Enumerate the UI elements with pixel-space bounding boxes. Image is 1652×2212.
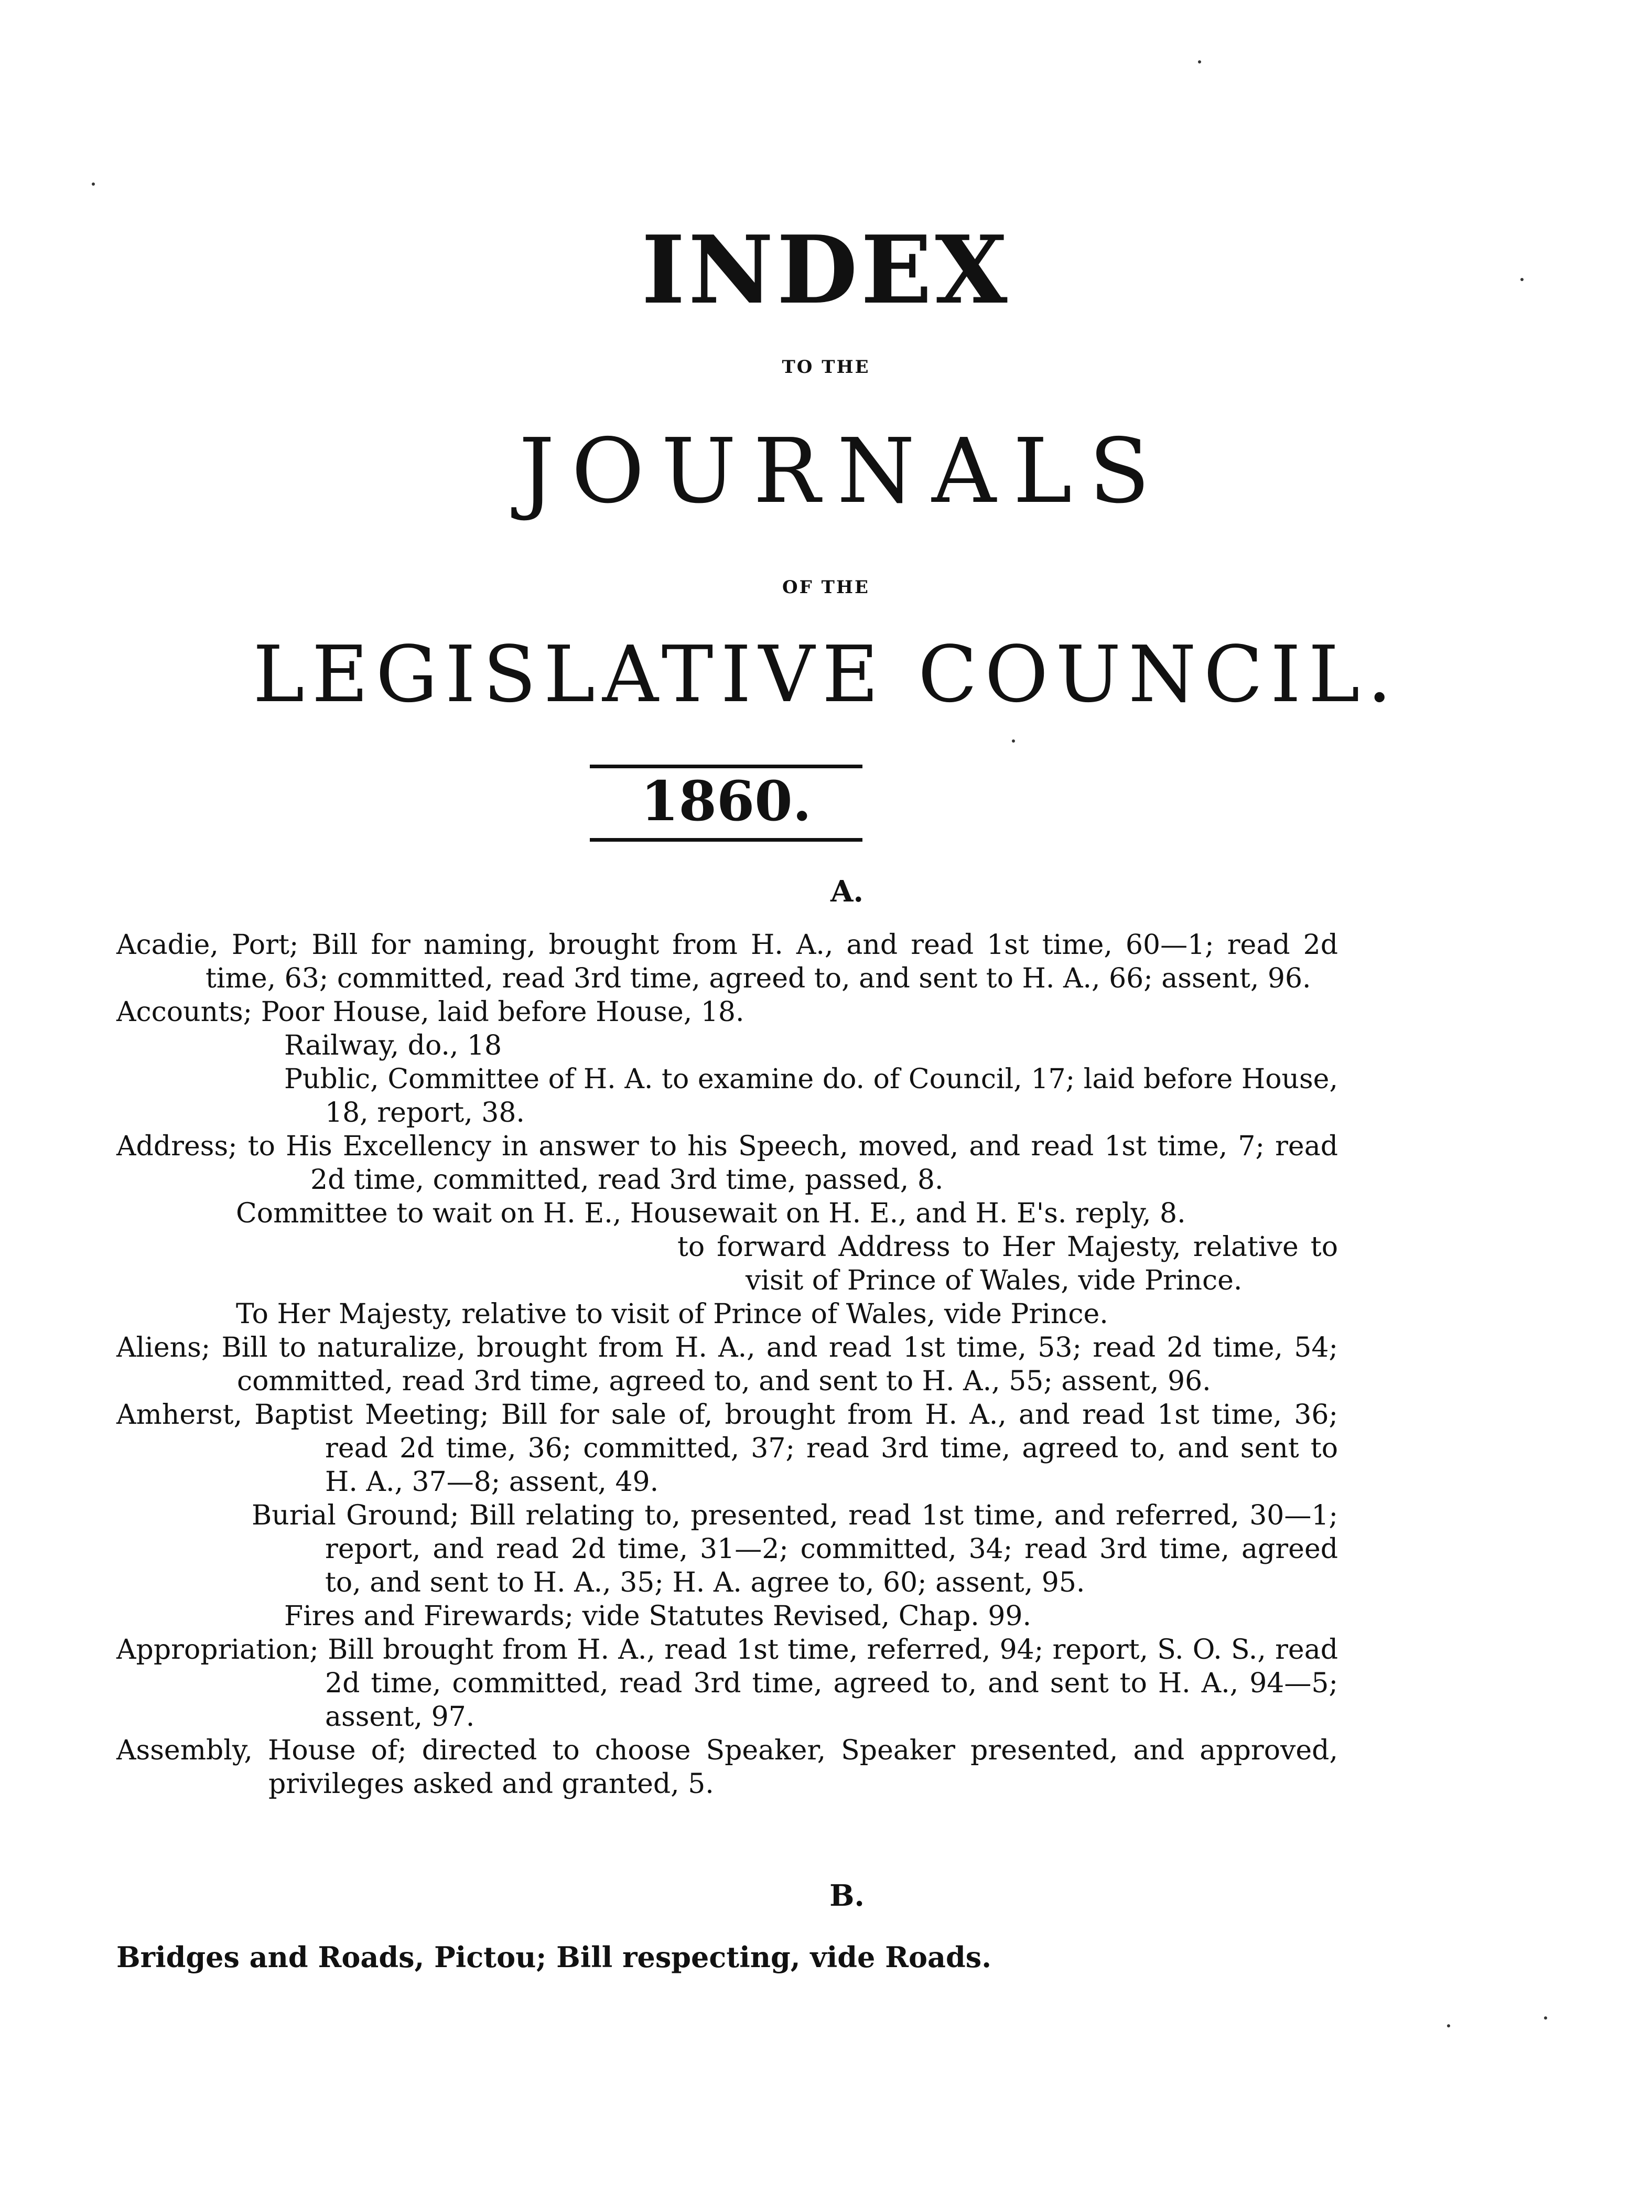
title-index: INDEX [641,215,1011,325]
index-entry: To Her Majesty, relative to visit of Prince of Wales, vide Prince. [236,1298,1108,1330]
title-journals: JOURNALS [519,420,1167,523]
year-rule-top [590,765,862,768]
index-entry-b: Bridges and Roads, Pictou; Bill respecting, vide Roads. [116,1940,991,1974]
section-letter-b: B. [829,1878,865,1913]
index-entry: Fires and Firewards; vide Statutes Revised, Chap. 99. [284,1601,1032,1632]
index-entry: Assembly, House of; directed to choose Speaker, Speaker presented, and approved, privileges asked and granted, 5. [116,1735,1338,1800]
paper-speck [1012,739,1015,743]
year-heading: 1860. [641,769,812,833]
index-entry: Accounts; Poor House, laid before House, 18. [116,996,744,1028]
paper-speck [92,182,95,186]
section-letter-a: A. [830,874,863,909]
paper-speck [1198,60,1201,63]
paper-speck [1447,2024,1450,2027]
index-entry: Committee to wait on H. E., Housewait on H. E., and H. E's. reply, 8. [236,1198,1186,1229]
index-entry: Burial Ground; Bill relating to, presented, read 1st time, and referred, 30—1; report, and read 2d time, 31—2; committed, 34; read 3rd time, agreed to, and sent to H. A., 35; H. A. agree to, 60; assent, 95. [252,1500,1338,1598]
index-entry: Appropriation; Bill brought from H. A., read 1st time, referred, 94; report, S. O. S., read 2d time, committed, read 3rd time, agreed to, and sent to H. A., 94—5; assent, 97. [116,1634,1338,1733]
title-council: LEGISLATIVE COUNCIL. [253,629,1399,720]
paper-speck [1544,2016,1547,2020]
index-entry: Public, Committee of H. A. to examine do. of Council, 17; laid before House, 18, report, 38. [284,1064,1338,1129]
title-of-the: OF THE [782,577,870,598]
index-entries-a [116,928,1338,1801]
index-entry: Aliens; Bill to naturalize, brought from H. A., and read 1st time, 53; read 2d time, 54; committed, read 3rd time, agreed to, and sent to H. A., 55; assent, 96. [116,1332,1338,1397]
title-to-the: TO THE [782,357,870,378]
index-entry: Railway, do., 18 [284,1030,502,1061]
index-entry: to forward Address to Her Majesty, relative to visit of Prince of Wales, vide Prince. [677,1231,1338,1296]
index-entry: Address; to His Excellency in answer to his Speech, moved, and read 1st time, 7; read 2d time, committed, read 3rd time, passed, 8. [116,1131,1338,1196]
index-entry: Acadie, Port; Bill for naming, brought from H. A., and read 1st time, 60—1; read 2d time, 63; committed, read 3rd time, agreed to, and sent to H. A., 66; assent, 96. [116,929,1338,994]
index-entry: Amherst, Baptist Meeting; Bill for sale of, brought from H. A., and read 1st time, 36; read 2d time, 36; committed, 37; read 3rd time, agreed to, and sent to H. A., 37—8; assent, 49. [116,1399,1338,1498]
year-rule-bottom [590,838,862,842]
paper-speck [1520,278,1524,281]
